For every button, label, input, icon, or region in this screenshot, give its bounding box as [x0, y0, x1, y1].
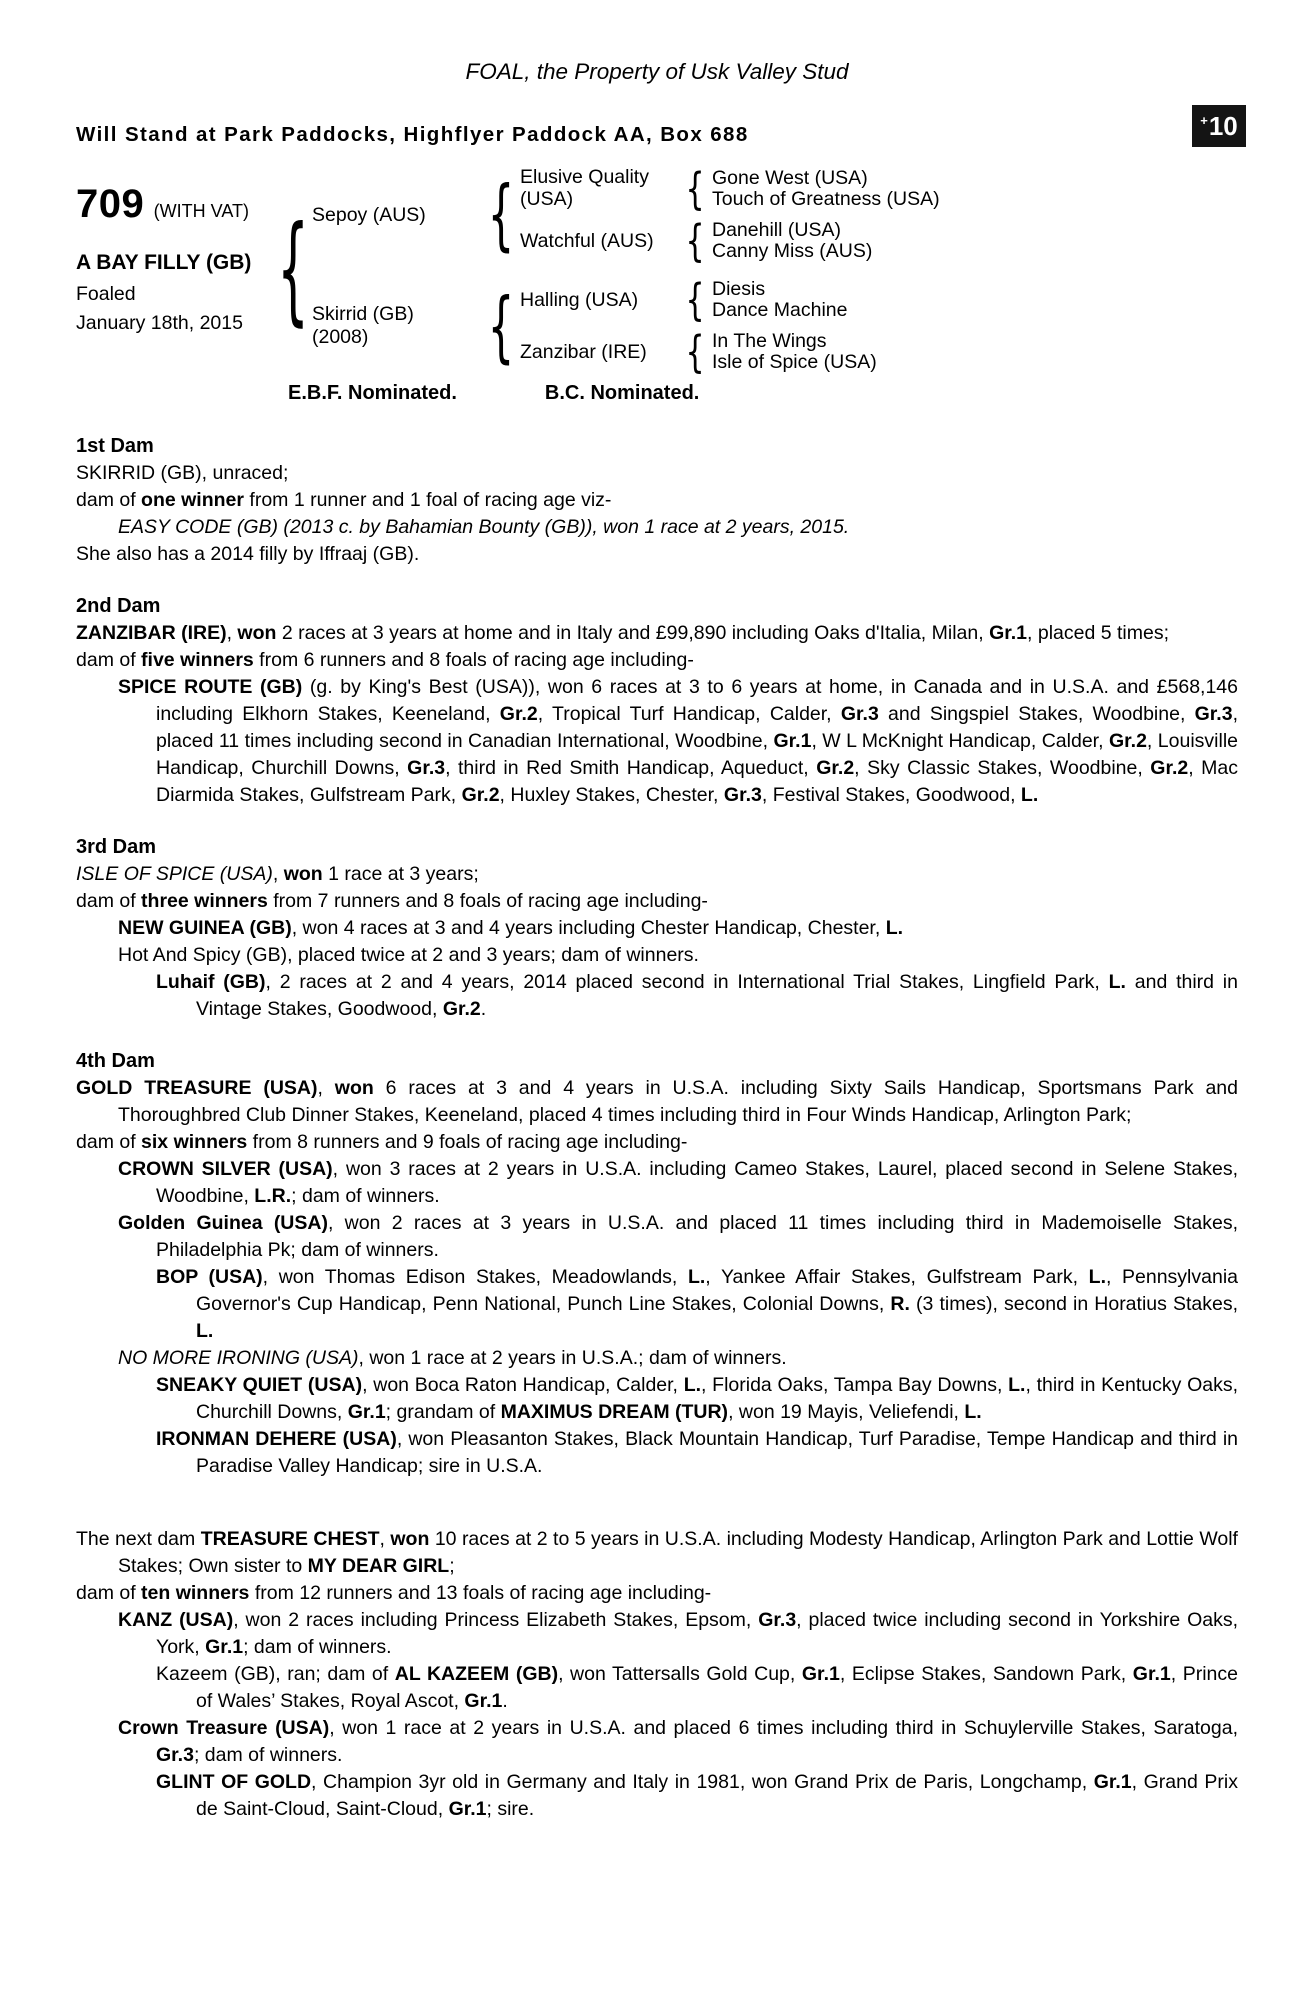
- pedigree-paragraph: NEW GUINEA (GB), won 4 races at 3 and 4 years including Chester Handicap, Chester, L.: [118, 916, 904, 939]
- ebf-nominated: E.B.F. Nominated.: [288, 381, 457, 404]
- dam-brace: {: [487, 280, 515, 372]
- pedigree-paragraph: Luhaif (GB), 2 races at 2 and 4 years, 2014 placed second in International Trial Stakes, Lingfield Park, L. and third in Vintage Stakes, Goodwood, Gr.2.: [156, 970, 1238, 1020]
- ancestor-name: Canny Miss (AUS): [712, 240, 873, 263]
- pedigree-paragraph: The next dam TREASURE CHEST, won 10 races at 2 to 5 years in U.S.A. including Modesty Handicap, Arlington Park and Lottie Wolf Stakes; Own sister to MY DEAR GIRL;: [76, 1527, 1238, 1577]
- pedigree-paragraph: Kazeem (GB), ran; dam of AL KAZEEM (GB), won Tattersalls Gold Cup, Gr.1, Eclipse Stakes, Sandown Park, Gr.1, Prince of Wales’ Stakes, Royal Ascot, Gr.1.: [156, 1662, 1239, 1712]
- vat-note: (WITH VAT): [153, 201, 249, 222]
- dam-section: [76, 433, 1238, 568]
- parents-column: [304, 163, 940, 378]
- lot-number-line: [76, 177, 282, 232]
- dam-dam-group: [512, 327, 877, 378]
- dam-name: Skirrid (GB): [312, 303, 414, 326]
- sire-sire-parents: [706, 168, 940, 211]
- pedigree-paragraph: dam of three winners from 7 runners and 8 foals of racing age including-: [76, 889, 708, 912]
- pedigree-paragraph: NO MORE IRONING (USA), won 1 race at 2 years in U.S.A.; dam of winners.: [118, 1346, 787, 1369]
- dam-section: [76, 1526, 1238, 1823]
- dam-sire-group: [512, 275, 877, 326]
- sire-dam-parents: [706, 220, 872, 263]
- dam-sire-parents: [706, 279, 848, 322]
- nomination-line: [288, 380, 1238, 408]
- logo-plus-mark: +: [1200, 112, 1208, 128]
- ancestor-name: Dance Machine: [712, 299, 848, 322]
- sire-dam-group: [512, 216, 940, 267]
- ancestor-name: Gone West (USA): [712, 166, 868, 189]
- pedigree-paragraph: Crown Treasure (USA), won 1 race at 2 years in U.S.A. and placed 6 times including third in Schuylerville Stakes, Saratoga, Gr.3; dam of winners.: [118, 1716, 1238, 1766]
- section-heading: 4th Dam: [76, 1049, 155, 1072]
- property-line: FOAL, the Property of Usk Valley Stud: [465, 59, 849, 84]
- dam-section: [76, 1048, 1238, 1480]
- section-heading: 2nd Dam: [76, 594, 161, 617]
- dam-section: [76, 834, 1238, 1023]
- dam-sire-brace: {: [685, 275, 705, 326]
- pedigree-paragraph: dam of ten winners from 12 runners and 13 foals of racing age including-: [76, 1581, 712, 1604]
- ancestor-name: Isle of Spice (USA): [712, 351, 877, 374]
- pedigree-paragraph: IRONMAN DEHERE (USA), won Pleasanton Stakes, Black Mountain Handicap, Turf Paradise, Tempe Handicap and third in Paradise Valley Handicap; sire in U.S.A.: [156, 1427, 1238, 1477]
- pedigree-paragraph: GLINT OF GOLD, Champion 3yr old in Germany and Italy in 1981, won Grand Prix de Paris, Longchamp, Gr.1, Grand Prix de Saint-Cloud, Saint-Cloud, Gr.1; sire.: [156, 1770, 1238, 1820]
- section-heading: 3rd Dam: [76, 835, 157, 858]
- pedigree-paragraph: Hot And Spicy (GB), placed twice at 2 and 3 years; dam of winners.: [118, 943, 699, 966]
- stand-row: [76, 113, 1238, 149]
- pedigree-paragraph: ISLE OF SPICE (USA), won 1 race at 3 years;: [76, 862, 479, 885]
- bc-nominated: B.C. Nominated.: [544, 381, 700, 404]
- pedigree-paragraph: EASY CODE (GB) (2013 c. by Bahamian Bounty (GB)), won 1 race at 2 years, 2015.: [118, 515, 850, 538]
- dam-year: (2008): [312, 326, 369, 349]
- sire-brace: {: [487, 169, 515, 260]
- dam-sire-name: Halling (USA): [520, 288, 639, 311]
- sale-book-logo: [1192, 105, 1246, 147]
- ancestor-name: In The Wings: [712, 329, 827, 352]
- dam-ancestors: [512, 275, 877, 378]
- pedigree-block: [76, 163, 1238, 378]
- dam-group: [304, 275, 940, 378]
- stand-location-line: Will Stand at Park Paddocks, Highflyer Paddock AA, Box 688: [76, 123, 749, 147]
- foaled-label: Foaled: [76, 283, 136, 306]
- section-heading: 1st Dam: [76, 434, 154, 457]
- pedigree-paragraph: ZANZIBAR (IRE), won 2 races at 3 years at home and in Italy and £99,890 including Oaks d'Italia, Milan, Gr.1, placed 5 times;: [76, 621, 1169, 644]
- dam-name-block: [304, 303, 490, 349]
- dam-dam-name: Zanzibar (IRE): [520, 340, 647, 363]
- foaled-date: January 18th, 2015: [76, 311, 243, 334]
- ancestor-name: Diesis: [712, 277, 766, 300]
- pedigree-paragraph: CROWN SILVER (USA), won 3 races at 2 years in U.S.A. including Cameo Stakes, Laurel, placed second in Selene Stakes, Woodbine, L.R.; dam of winners.: [118, 1157, 1238, 1207]
- pedigree-paragraph: SKIRRID (GB), unraced;: [76, 461, 289, 484]
- logo-number: 10: [1208, 111, 1238, 142]
- pedigree-paragraph: SPICE ROUTE (GB) (g. by King's Best (USA)), won 6 races at 3 to 6 years at home, in Canada and in U.S.A. and £568,146 including Elkhorn Stakes, Keeneland, Gr.2, Tropical Turf Handicap, Calder, Gr.3 and Singspiel Stakes, Woodbine, Gr.3, placed 11 times including second in Canadian International, Woodbine, Gr.1, W L McKnight Handicap, Calder, Gr.2, Louisville Handicap, Churchill Downs, Gr.3, third in Red Smith Handicap, Aqueduct, Gr.2, Sky Classic Stakes, Woodbine, Gr.2, Mac Diarmida Stakes, Gulfstream Park, Gr.2, Huxley Stakes, Chester, Gr.3, Festival Stakes, Goodwood, L.: [118, 675, 1238, 806]
- ancestor-name: Danehill (USA): [712, 218, 841, 241]
- sire-group: [304, 163, 940, 267]
- lot-info: [76, 167, 282, 335]
- pedigree-tree: [277, 163, 940, 378]
- dam-dam-parents: [706, 331, 877, 374]
- sire-sire-group: [512, 163, 940, 215]
- sire-sire-name: Elusive Quality (USA): [520, 166, 649, 211]
- pedigree-paragraph: GOLD TREASURE (USA), won 6 races at 3 and 4 years in U.S.A. including Sixty Sails Handicap, Sportsmans Park and Thoroughbred Club Dinner Stakes, Keeneland, placed 4 times including third in Four Winds Handicap, Arlington Park;: [76, 1076, 1238, 1126]
- sire-sire-brace: {: [685, 163, 705, 215]
- pedigree-paragraph: SNEAKY QUIET (USA), won Boca Raton Handicap, Calder, L., Florida Oaks, Tampa Bay Downs, L., third in Kentucky Oaks, Churchill Downs, Gr.1; grandam of MAXIMUS DREAM (TUR), won 19 Mayis, Veliefendi, L.: [156, 1373, 1238, 1423]
- dam-sections: [76, 433, 1238, 1823]
- sire-ancestors: [512, 163, 940, 267]
- pedigree-paragraph: KANZ (USA), won 2 races including Princess Elizabeth Stakes, Epsom, Gr.3, placed twice including second in Yorkshire Oaks, York, Gr.1; dam of winners.: [118, 1608, 1238, 1658]
- pedigree-paragraph: dam of five winners from 6 runners and 8 foals of racing age including-: [76, 648, 694, 671]
- sire-dam-name: Watchful (AUS): [520, 229, 654, 252]
- foal-brace: {: [277, 201, 309, 338]
- pedigree-paragraph: BOP (USA), won Thomas Edison Stakes, Meadowlands, L., Yankee Affair Stakes, Gulfstream Park, L., Pennsylvania Governor's Cup Handicap, Penn National, Punch Line Stakes, Colonial Downs, R. (3 times), second in Horatius Stakes, L.: [156, 1265, 1239, 1342]
- ancestor-name: Touch of Greatness (USA): [712, 188, 940, 211]
- pedigree-paragraph: She also has a 2014 filly by Iffraaj (GB).: [76, 542, 420, 565]
- lot-number: 709: [76, 182, 145, 227]
- sire-name: Sepoy (AUS): [312, 203, 426, 226]
- dam-dam-brace: {: [685, 327, 705, 378]
- sire-dam-brace: {: [685, 216, 705, 267]
- foal-description: A BAY FILLY (GB): [76, 250, 252, 274]
- dam-section: [76, 593, 1238, 809]
- pedigree-paragraph: Golden Guinea (USA), won 2 races at 3 years in U.S.A. and placed 11 times including third in Mademoiselle Stakes, Philadelphia Pk; dam of winners.: [118, 1211, 1238, 1261]
- pedigree-paragraph: dam of one winner from 1 runner and 1 foal of racing age viz-: [76, 488, 612, 511]
- pedigree-paragraph: dam of six winners from 8 runners and 9 foals of racing age including-: [76, 1130, 688, 1153]
